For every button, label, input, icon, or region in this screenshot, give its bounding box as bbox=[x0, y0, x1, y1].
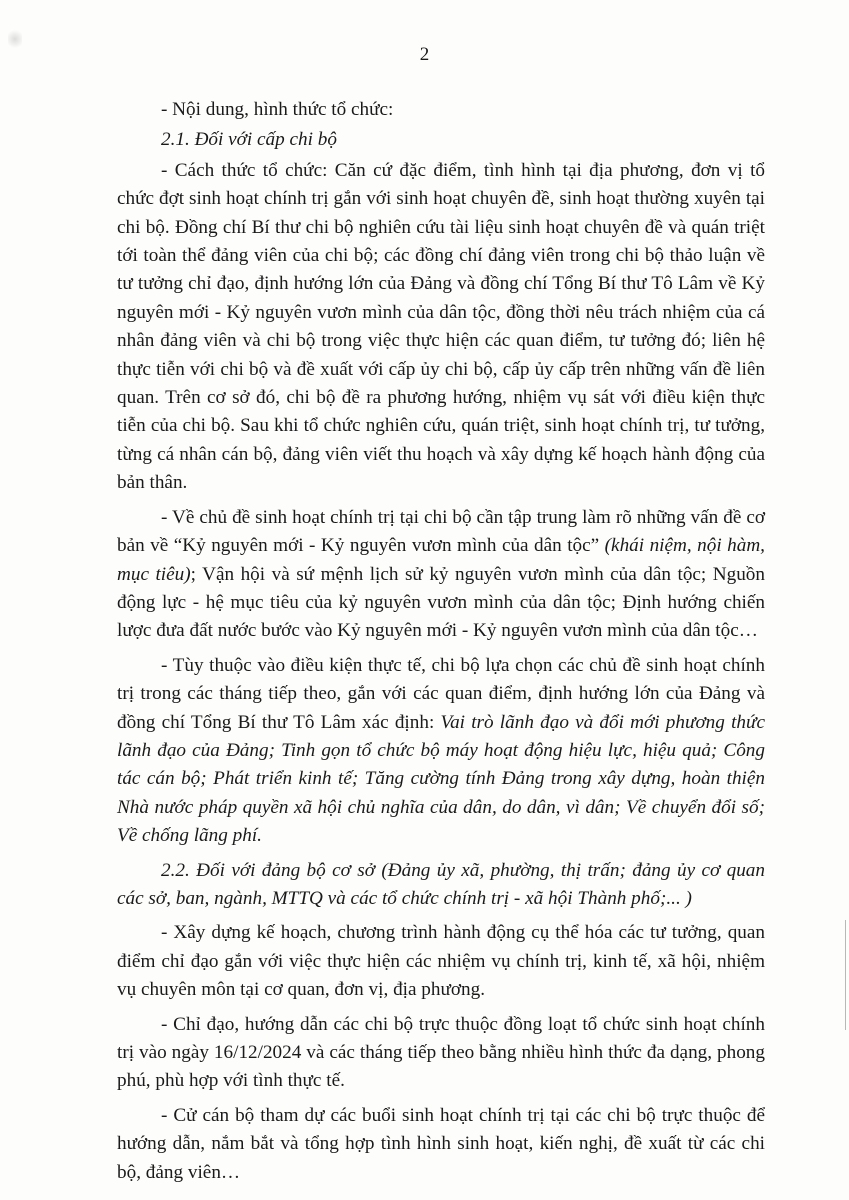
paragraph-following-months-text: - Tùy thuộc vào điều kiện thực tế, chi bộ lựa chọn các chủ đề sinh hoạt chính trị trong các tháng tiếp theo, gắn với các quan điểm, định hướng lớn của Đảng và đồng chí Tổng Bí thư Tô Lâm xác định: bbox=[117, 654, 765, 733]
paragraph-following-months bbox=[117, 652, 765, 851]
paragraph-organization-method: - Cách thức tổ chức: Căn cứ đặc điểm, tình hình tại địa phương, đơn vị tổ chức đợt sinh hoạt chính trị gắn với sinh hoạt chuyên đề, sinh hoạt thường xuyên tại chi bộ. Đồng chí Bí thư chi bộ nghiên cứu tài liệu sinh hoạt chuyên đề và quán triệt tới toàn thể đảng viên của chi bộ; các đồng chí đảng viên trong chi bộ thảo luận về tư tưởng chỉ đạo, định hướng lớn của Đảng và đồng chí Tổng Bí thư Tô Lâm về Kỷ nguyên mới - Kỷ nguyên vươn mình của dân tộc, đồng thời nêu trách nhiệm của cá nhân đảng viên và chi bộ trong việc thực hiện các quan điểm, tư tưởng đó; liên hệ thực tiễn với chi bộ và đề xuất với cấp ủy chi bộ, cấp ủy cấp trên những vấn đề liên quan. Trên cơ sở đó, chi bộ đề ra phương hướng, nhiệm vụ sát với điều kiện thực tiễn của chi bộ. Sau khi tổ chức nghiên cứu, quán triệt, sinh hoạt chính trị, tư tưởng, từng cá nhân cán bộ, đảng viên viết thu hoạch và xây dựng kế hoạch hành động của bản thân. bbox=[117, 159, 765, 494]
page-number: 2 bbox=[419, 44, 430, 65]
paragraph-topic bbox=[117, 504, 765, 646]
heading-2-1-chi-bo: 2.1. Đối với cấp chi bộ bbox=[161, 129, 337, 151]
document-body bbox=[117, 96, 765, 1193]
paragraph-topic-text: - Về chủ đề sinh hoạt chính trị tại chi bộ cần tập trung làm rõ những vấn đề cơ bản về “Kỷ nguyên mới - Kỷ nguyên vươn mình của dân tộc” bbox=[117, 506, 765, 557]
heading-2-2-title: 2.2. Đối với đảng bộ cơ sở bbox=[161, 859, 382, 881]
paragraph-topic-italic: (khái niệm, nội hàm, mục tiêu) bbox=[117, 535, 765, 585]
paragraph-action-plan: - Xây dựng kế hoạch, chương trình hành động cụ thể hóa các tư tưởng, quan điểm chỉ đạo gắn với việc thực hiện các nhiệm vụ chính trị, kinh tế, xã hội, nhiệm vụ chuyên môn tại cơ quan, đơn vị, địa phương. bbox=[117, 922, 765, 1001]
heading-2-2-dang-bo-co-so bbox=[117, 857, 765, 914]
paragraph-assign-cadres: - Cử cán bộ tham dự các buổi sinh hoạt chính trị tại các chi bộ trực thuộc để hướng dẫn, nắm bắt và tổng hợp tình hình sinh hoạt, kiến nghị, đề xuất từ các chi bộ, đảng viên… bbox=[117, 1104, 765, 1183]
paragraph-direct-guide: - Chỉ đạo, hướng dẫn các chi bộ trực thuộc đồng loạt tổ chức sinh hoạt chính trị vào ngày 16/12/2024 và các tháng tiếp theo bằng nhiều hình thức đa dạng, phong phú, phù hợp với tình thực tế. bbox=[117, 1013, 765, 1092]
heading-2-2-note: (Đảng ủy xã, phường, thị trấn; đảng ủy cơ quan các sở, ban, ngành, MTTQ và các tổ chức chính trị - xã hội Thành phố;... ) bbox=[117, 859, 765, 909]
paragraph-topic-rest: ; Vận hội và sứ mệnh lịch sử kỷ nguyên vươn mình của dân tộc; Nguồn động lực - hệ mục tiêu của kỷ nguyên vươn mình của dân tộc; Định hướng chiến lược đưa đất nước bước vào Kỷ nguyên mới - Kỷ nguyên vươn mình của dân tộc… bbox=[117, 563, 765, 642]
paragraph-content-form: - Nội dung, hình thức tổ chức: bbox=[161, 99, 394, 120]
paragraph-following-months-italic: Vai trò lãnh đạo và đổi mới phương thức lãnh đạo của Đảng; Tinh gọn tổ chức bộ máy hoạt động hiệu lực, hiệu quả; Công tác cán bộ; Phát triển kinh tế; Tăng cường tính Đảng trong xây dựng, hoàn thiện Nhà nước pháp quyền xã hội chủ nghĩa của dân, do dân, vì dân; Về chuyển đổi số; Về chống lãng phí. bbox=[117, 711, 765, 847]
scan-edge-line bbox=[845, 920, 846, 1030]
